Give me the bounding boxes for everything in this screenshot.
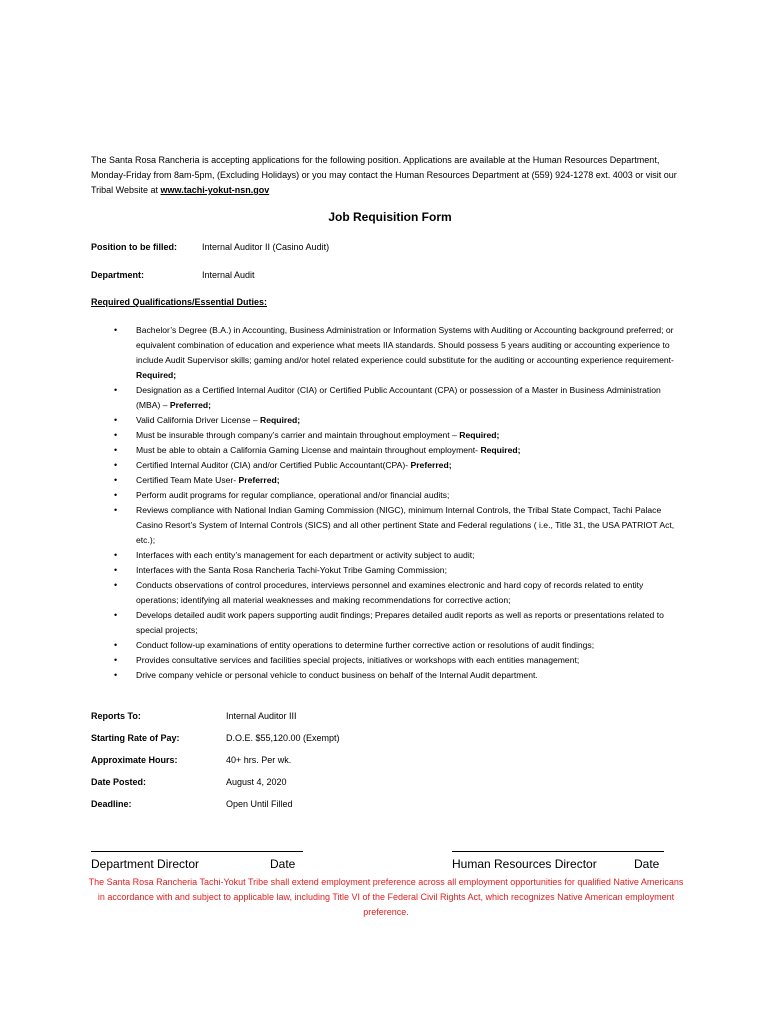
starting-rate-value: D.O.E. $55,120.00 (Exempt) <box>226 733 340 743</box>
tribal-website-link[interactable]: www.tachi-yokut-nsn.gov <box>160 185 270 195</box>
department-label: Department: <box>91 270 145 280</box>
duty-item: • Develops detailed audit work papers supporting audit findings; Prepares detailed audit reports as well as reports or presentations related to special projects; <box>0 608 681 638</box>
dept-date-label: Date <box>270 857 296 871</box>
duty-item: • Perform audit programs for regular compliance, operational and/or financial audits; <box>0 488 681 503</box>
employment-preference-note: The Santa Rosa Rancheria Tachi-Yokut Tribe shall extend employment preference across all employment opportunities for qualified Native Americans in accordance with and subject to applicable law, including Title VI of the Federal Civil Rights Act, which recognizes Native American employment preference. <box>88 877 684 917</box>
duty-item: • Interfaces with the Santa Rosa Rancheria Tachi-Yokut Tribe Gaming Commission; <box>0 563 681 578</box>
duty-item: • Interfaces with each entity’s management for each department or activity subject to audit; <box>0 548 681 563</box>
position-label: Position to be filled: <box>91 242 177 252</box>
duty-item: • Conducts observations of control procedures, interviews personnel and examines electronic and hard copy of records related to entity operations; identifying all material weaknesses and making recommendations for corrective action; <box>0 578 681 608</box>
hr-director-signature-line <box>452 851 664 852</box>
duty-item: • Must be able to obtain a California Gaming License and maintain throughout employment- Required; <box>0 443 681 458</box>
department-value: Internal Audit <box>202 270 255 280</box>
position-value: Internal Auditor II (Casino Audit) <box>202 242 330 252</box>
reports-to-label: Reports To: <box>91 711 141 721</box>
intro-text: The Santa Rosa Rancheria is accepting applications for the following position. Applications are available at the Human Resources Department, Monday-Friday from 8am-5pm, (Excluding Holidays) or you may contact the Human Resources Department at (559) 924-1278 ext. 4003 or visit our Tribal Website at <box>91 155 677 195</box>
duty-item: • Conduct follow-up examinations of entity operations to determine further corrective action or resolutions of audit findings; <box>0 638 681 653</box>
duties-list <box>0 323 770 683</box>
reports-to-value: Internal Auditor III <box>226 711 297 721</box>
deadline-value: Open Until Filled <box>226 799 293 809</box>
duty-item: • Certified Internal Auditor (CIA) and/or Certified Public Accountant(CPA)- Preferred; <box>0 458 681 473</box>
duty-item: • Drive company vehicle or personal vehicle to conduct business on behalf of the Internal Audit department. <box>0 668 681 683</box>
hr-date-label: Date <box>634 857 660 871</box>
date-posted-label: Date Posted: <box>91 777 147 787</box>
duty-item: • Must be insurable through company’s carrier and maintain throughout employment – Required; <box>0 428 681 443</box>
hours-value: 40+ hrs. Per wk. <box>226 755 292 765</box>
duty-item: • Certified Team Mate User- Preferred; <box>0 473 681 488</box>
duty-item: • Designation as a Certified Internal Auditor (CIA) or Certified Public Accountant (CPA) or possession of a Master in Business Administration (MBA) – Preferred; <box>0 383 681 413</box>
intro-paragraph <box>91 153 691 198</box>
starting-rate-label: Starting Rate of Pay: <box>91 733 180 743</box>
date-posted-value: August 4, 2020 <box>226 777 287 787</box>
duty-item: • Reviews compliance with National Indian Gaming Commission (NIGC), minimum Internal Controls, the Tribal State Compact, Tachi Palace Casino Resort’s System of Internal Controls (SICS) and all other pertinent State and Federal regulations ( i.e., Title 31, the USA PATRIOT Act, etc.); <box>0 503 681 548</box>
dept-director-label: Department Director <box>91 857 200 871</box>
hr-director-label: Human Resources Director <box>452 857 597 871</box>
duty-item: • Provides consultative services and facilities special projects, initiatives or workshops with each entities management; <box>0 653 681 668</box>
dept-director-signature-line <box>91 851 303 852</box>
hours-label: Approximate Hours: <box>91 755 178 765</box>
duty-item: • Bachelor’s Degree (B.A.) in Accounting, Business Administration or Information Systems with Auditing or Accounting background preferred; or equivalent combination of education and experience what meets IIA standards. Should possess 5 years auditing or accounting experience to include Audit Supervisor skills; gaming and/or hotel related experience could substitute for the auditing or accounting experience requirement- Required; <box>0 323 681 383</box>
duty-item: • Valid California Driver License – Required; <box>0 413 681 428</box>
qualifications-heading: Required Qualifications/Essential Duties: <box>91 297 268 307</box>
form-title: Job Requisition Form <box>328 210 452 224</box>
deadline-label: Deadline: <box>91 799 132 809</box>
